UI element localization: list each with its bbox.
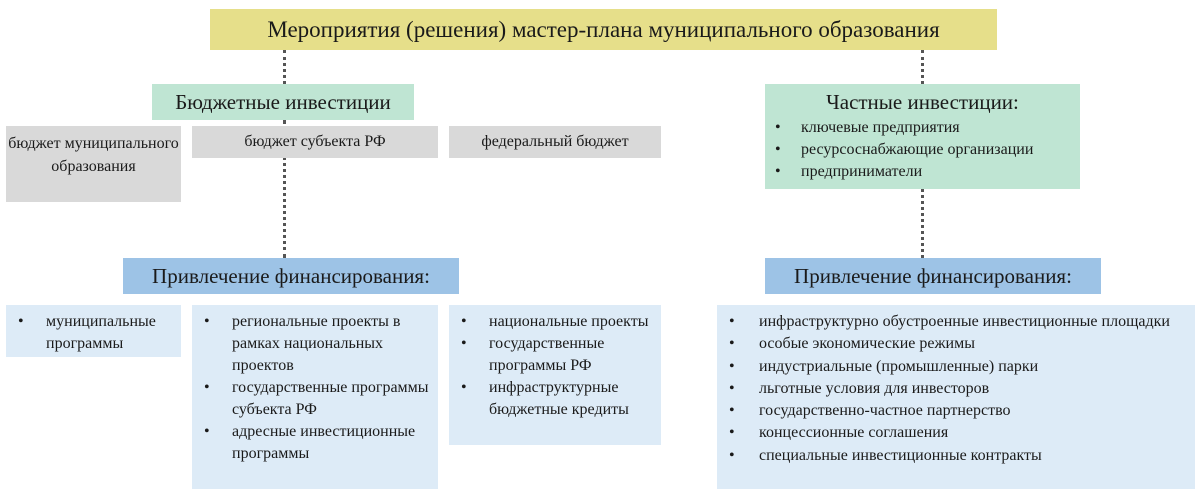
connector-title-budget: [283, 50, 286, 84]
private-investments-list: [765, 117, 1080, 183]
private-investments-box: [765, 84, 1080, 189]
municipal-financing-list: [6, 305, 181, 357]
list-item: • национальные проекты: [461, 313, 649, 330]
source-regional-budget: бюджет субъекта РФ: [192, 126, 438, 158]
list-item: • ресурсоснабжающие организации: [775, 141, 1034, 158]
source-federal-budget: федеральный бюджет: [449, 126, 661, 158]
private-investments-heading: Частные инвестиции:: [826, 90, 1019, 114]
connector-private-financing: [921, 189, 924, 258]
connector-title-private: [921, 50, 924, 84]
list-item: • адресные инвестиционные программы: [204, 423, 416, 462]
regional-financing-list: [192, 305, 438, 489]
list-item: • региональные проекты в рамках национальных проектов: [204, 313, 401, 374]
list-item: • ключевые предприятия: [775, 119, 960, 136]
list-item: • инфраструктурные бюджетные кредиты: [461, 379, 629, 418]
list-item: • предприниматели: [775, 163, 923, 180]
budget-financing-heading: Привлечение финансирования:: [123, 258, 459, 294]
private-financing-list: [717, 305, 1195, 489]
list-item: • государственно-частное партнерство: [729, 402, 1011, 420]
list-item: • индустриальные (промышленные) парки: [729, 357, 1039, 375]
source-municipal-budget: бюджет муниципального образования: [6, 126, 181, 202]
list-item: • инфраструктурно обустроенные инвестиционные площадки: [729, 313, 1170, 330]
list-item: • особые экономические режимы: [729, 335, 975, 353]
list-item: • государственные программы РФ: [461, 335, 605, 374]
diagram-title: Мероприятия (решения) мастер-плана муниципального образования: [210, 9, 997, 50]
list-item: • концессионные соглашения: [729, 424, 949, 442]
budget-investments-heading: Бюджетные инвестиции: [152, 84, 414, 120]
list-item: • муниципальные программы: [18, 313, 156, 352]
list-item: • специальные инвестиционные контракты: [729, 446, 1042, 464]
list-item: • льготные условия для инвесторов: [729, 379, 990, 397]
federal-financing-list: [449, 305, 661, 445]
list-item: • государственные программы субъекта РФ: [204, 379, 429, 418]
private-financing-heading: Привлечение финансирования:: [765, 258, 1101, 294]
